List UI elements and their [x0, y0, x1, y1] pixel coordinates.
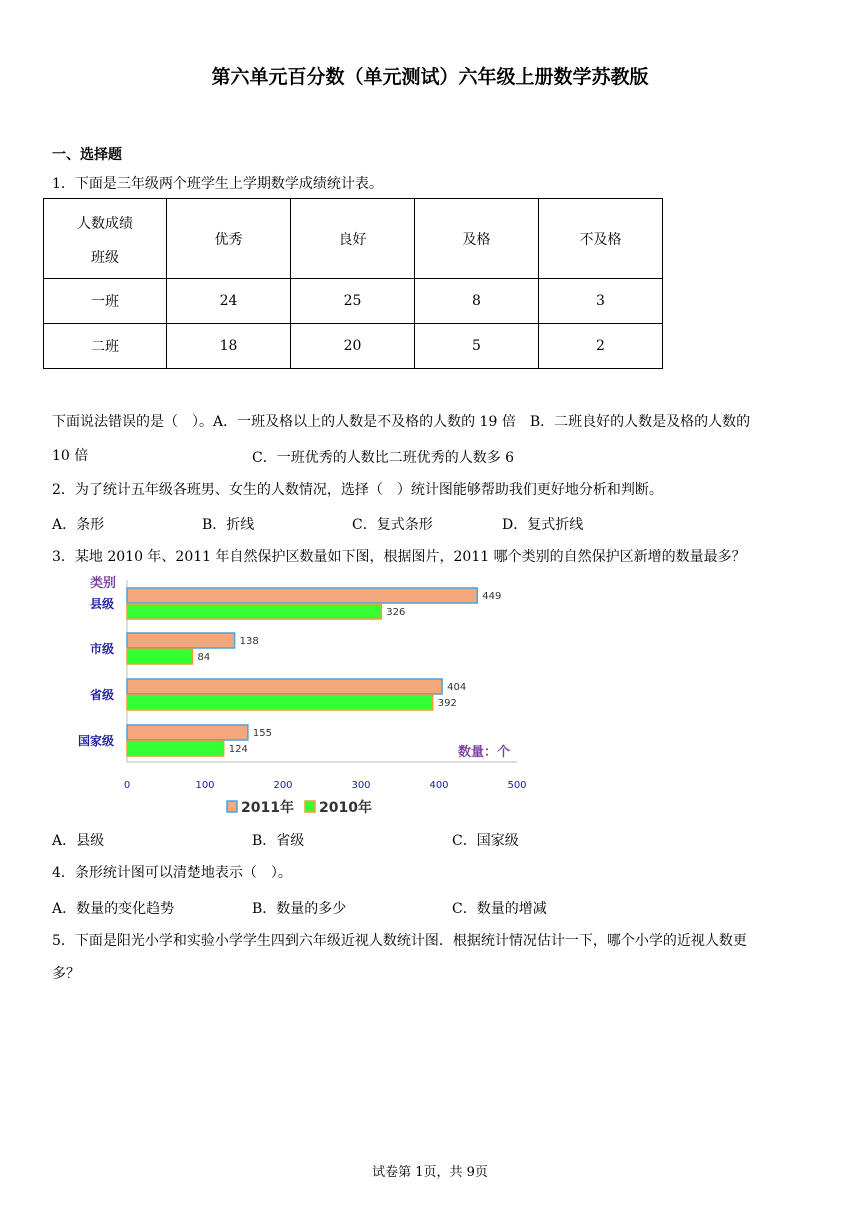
x-tick-label: 500 — [507, 780, 527, 791]
bar — [127, 588, 477, 603]
table-row — [44, 324, 663, 369]
bar-value-label: 404 — [447, 682, 467, 693]
bar — [127, 679, 442, 694]
bar-value-label: 124 — [228, 744, 248, 755]
bar — [127, 695, 433, 710]
category-label: 县级 — [89, 597, 114, 611]
x-tick-label: 0 — [123, 780, 131, 791]
legend-label: 2010年 — [319, 800, 372, 816]
table-cell: 5 — [415, 324, 539, 369]
question-5-line-2: 多？ — [52, 966, 80, 982]
table-cell: 2 — [539, 324, 663, 369]
question-4-option: C．数量的增减 — [452, 901, 547, 917]
table-header: 不及格 — [539, 199, 663, 279]
question-2-option: A．条形 — [52, 517, 105, 533]
table-header: 优秀 — [167, 199, 291, 279]
bar — [127, 649, 193, 664]
question-3-option: A．县级 — [52, 833, 105, 849]
x-tick-label: 100 — [195, 780, 215, 791]
category-label: 省级 — [89, 688, 114, 702]
page-footer: 试卷第 1页，共 9页 — [372, 1165, 488, 1180]
bar-value-label: 392 — [437, 698, 457, 709]
table-corner-cell — [44, 199, 167, 279]
legend-swatch — [305, 801, 315, 812]
page-title: 第六单元百分数（单元测试）六年级上册数学苏教版 — [211, 66, 649, 88]
bar — [127, 741, 224, 756]
x-tick-label: 400 — [429, 780, 449, 791]
table-row — [44, 279, 663, 324]
table-cell: 24 — [167, 279, 291, 324]
table-cell: 25 — [291, 279, 415, 324]
bar — [127, 725, 248, 740]
question-1-text: 1．下面是三年级两个班学生上学期数学成绩统计表。 — [52, 176, 383, 192]
category-label: 国家级 — [77, 734, 114, 748]
table-cell: 3 — [539, 279, 663, 324]
question-4-text: 4．条形统计图可以清楚地表示（ ）。 — [52, 865, 292, 881]
question-2-text: 2．为了统计五年级各班男、女生的人数情况，选择（ ）统计图能够帮助我们更好地分析和判断。 — [52, 482, 663, 498]
table-header: 良好 — [291, 199, 415, 279]
bar-value-label: 84 — [197, 652, 211, 663]
bar-value-label: 155 — [252, 728, 272, 739]
category-label: 市级 — [89, 642, 114, 656]
question-1-statement-line-1: 下面说法错误的是（ ）。A．一班及格以上的人数是不及格的人数的 19 倍 B．二班良好的人数是及格的人数的 — [52, 414, 751, 430]
row-label: 一班 — [44, 279, 167, 324]
question-1-option-c: C．一班优秀的人数比二班优秀的人数多 6 — [252, 450, 515, 466]
bar-value-label: 326 — [386, 607, 406, 618]
bar — [127, 604, 381, 619]
nature-reserve-bar-chart — [70, 572, 540, 822]
table-cell: 20 — [291, 324, 415, 369]
bar — [127, 633, 235, 648]
question-3-text: 3．某地 2010 年、2011 年自然保护区数量如下图，根据图片，2011 哪个类别的自然保护区新增的数量最多？ — [52, 549, 746, 565]
question-3-option: C．国家级 — [452, 833, 519, 849]
legend-swatch — [227, 801, 237, 812]
table-cell: 8 — [415, 279, 539, 324]
question-5-line-1: 5．下面是阳光小学和实验小学学生四到六年级近视人数统计图．根据统计情况估计一下，哪个小学的近视人数更 — [52, 933, 747, 949]
x-tick-label: 200 — [273, 780, 293, 791]
y-axis-title: 类别 — [90, 576, 117, 591]
question-4-option: A．数量的变化趋势 — [52, 901, 175, 917]
table-cell: 18 — [167, 324, 291, 369]
score-table — [43, 198, 663, 369]
question-4-option: B．数量的多少 — [252, 901, 347, 917]
question-3-option: B．省级 — [252, 833, 305, 849]
table-header: 及格 — [415, 199, 539, 279]
x-tick-label: 300 — [351, 780, 371, 791]
question-1-option-b-tail: 10 倍 — [52, 448, 89, 464]
question-2-option: B．折线 — [202, 517, 255, 533]
bar-value-label: 449 — [482, 591, 502, 602]
corner-bottom-label: 班级 — [91, 250, 119, 266]
question-2-option: C．复式条形 — [352, 517, 433, 533]
row-label: 二班 — [44, 324, 167, 369]
x-axis-title: 数量：个 — [458, 745, 511, 760]
question-2-option: D．复式折线 — [502, 517, 584, 533]
corner-top-label: 人数成绩 — [77, 216, 133, 232]
legend-label: 2011年 — [241, 800, 294, 816]
section-heading: 一、选择题 — [52, 147, 122, 163]
bar-value-label: 138 — [239, 636, 259, 647]
